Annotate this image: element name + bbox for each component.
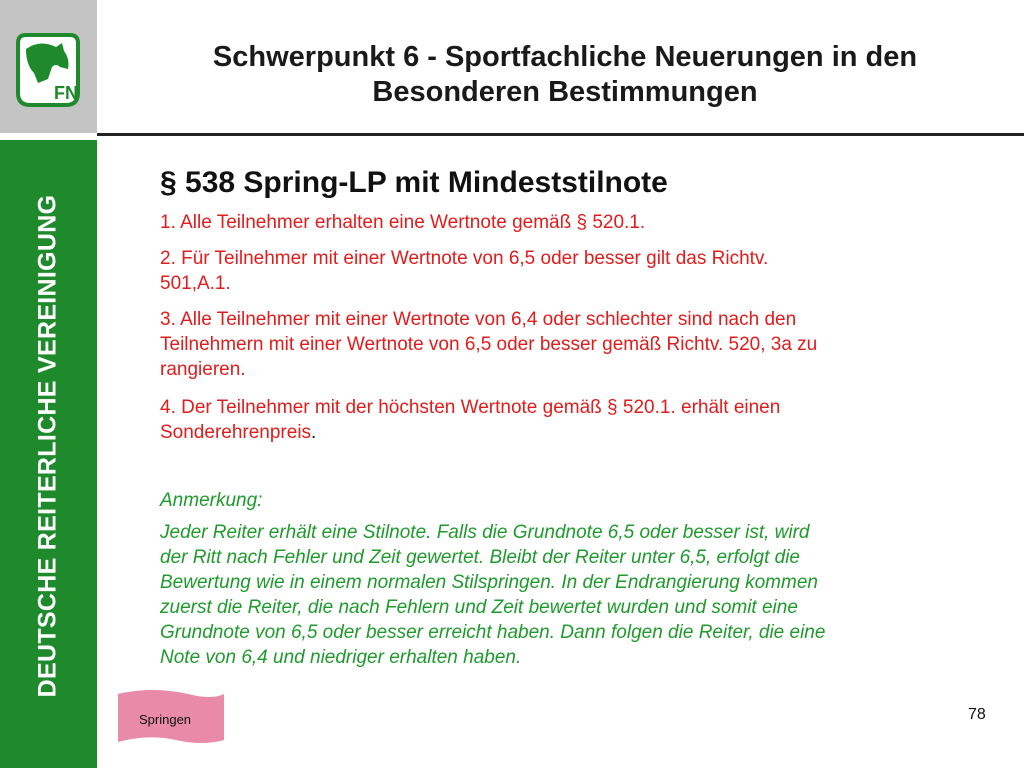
note-line-2: der Ritt nach Fehler und Zeit gewertet. Bleibt der Reiter unter 6,5, erfolgt die bbox=[160, 547, 800, 568]
note-line-5: Grundnote von 6,5 oder besser erreicht haben. Dann folgen die Reiter, die eine bbox=[160, 622, 826, 643]
rule-item-1: 1. Alle Teilnehmer erhalten eine Wertnote gemäß § 520.1. bbox=[160, 212, 646, 233]
note-line-3: Bewertung wie in einem normalen Stilspringen. In der Endrangierung kommen bbox=[160, 572, 818, 593]
note-line-6: Note von 6,4 und niedriger erhalten haben. bbox=[160, 647, 522, 668]
title-line-1: Schwerpunkt 6 - Sportfachliche Neuerungen in den bbox=[212, 41, 918, 73]
sidebar-label: DEUTSCHE REITERLICHE VEREINIGUNG bbox=[33, 194, 62, 698]
title-line-2: Besonderen Bestimmungen bbox=[372, 76, 758, 108]
rule-item-3-line-1: 3. Alle Teilnehmer mit einer Wertnote von 6,4 oder schlechter sind nach den bbox=[160, 309, 797, 330]
rule-item-4-line-2 bbox=[160, 420, 950, 445]
rule-item-2-line-1: 2. Für Teilnehmer mit einer Wertnote von 6,5 oder besser gilt das Richtv. bbox=[160, 248, 769, 269]
note-line-4: zuerst die Reiter, die nach Fehlern und Zeit bewertet wurden und somit eine bbox=[160, 597, 798, 618]
page-title bbox=[120, 40, 1010, 110]
header-divider bbox=[97, 133, 1024, 136]
section-heading: § 538 Spring-LP mit Mindeststilnote bbox=[160, 166, 668, 199]
rule-item-4 bbox=[160, 395, 950, 445]
rule-item-2-line-2: 501,A.1. bbox=[160, 273, 231, 294]
rule-item-3-line-2: Teilnehmern mit einer Wertnote von 6,5 oder besser gemäß Richtv. 520, 3a zu bbox=[160, 334, 818, 355]
svg-text:FN: FN bbox=[54, 83, 78, 103]
rule-item-3 bbox=[160, 307, 950, 382]
springen-tab-label: Springen bbox=[139, 712, 192, 727]
rule-item-4-line-1: 4. Der Teilnehmer mit der höchsten Wertnote gemäß § 520.1. erhält einen bbox=[160, 397, 781, 418]
note-title: Anmerkung: bbox=[160, 490, 263, 511]
rule-item-4-text: Sonderehrenpreis bbox=[160, 422, 312, 443]
fn-horse-logo-icon bbox=[12, 33, 84, 108]
note-line-1: Jeder Reiter erhält eine Stilnote. Falls die Grundnote 6,5 oder besser ist, wird bbox=[160, 522, 810, 543]
logo-panel bbox=[0, 0, 97, 133]
rule-item-2 bbox=[160, 246, 950, 296]
rule-item-3-line-3: rangieren. bbox=[160, 359, 246, 380]
rule-item-4-period: . bbox=[311, 422, 317, 443]
page-number: 78 bbox=[968, 706, 986, 723]
note-body bbox=[160, 520, 960, 670]
